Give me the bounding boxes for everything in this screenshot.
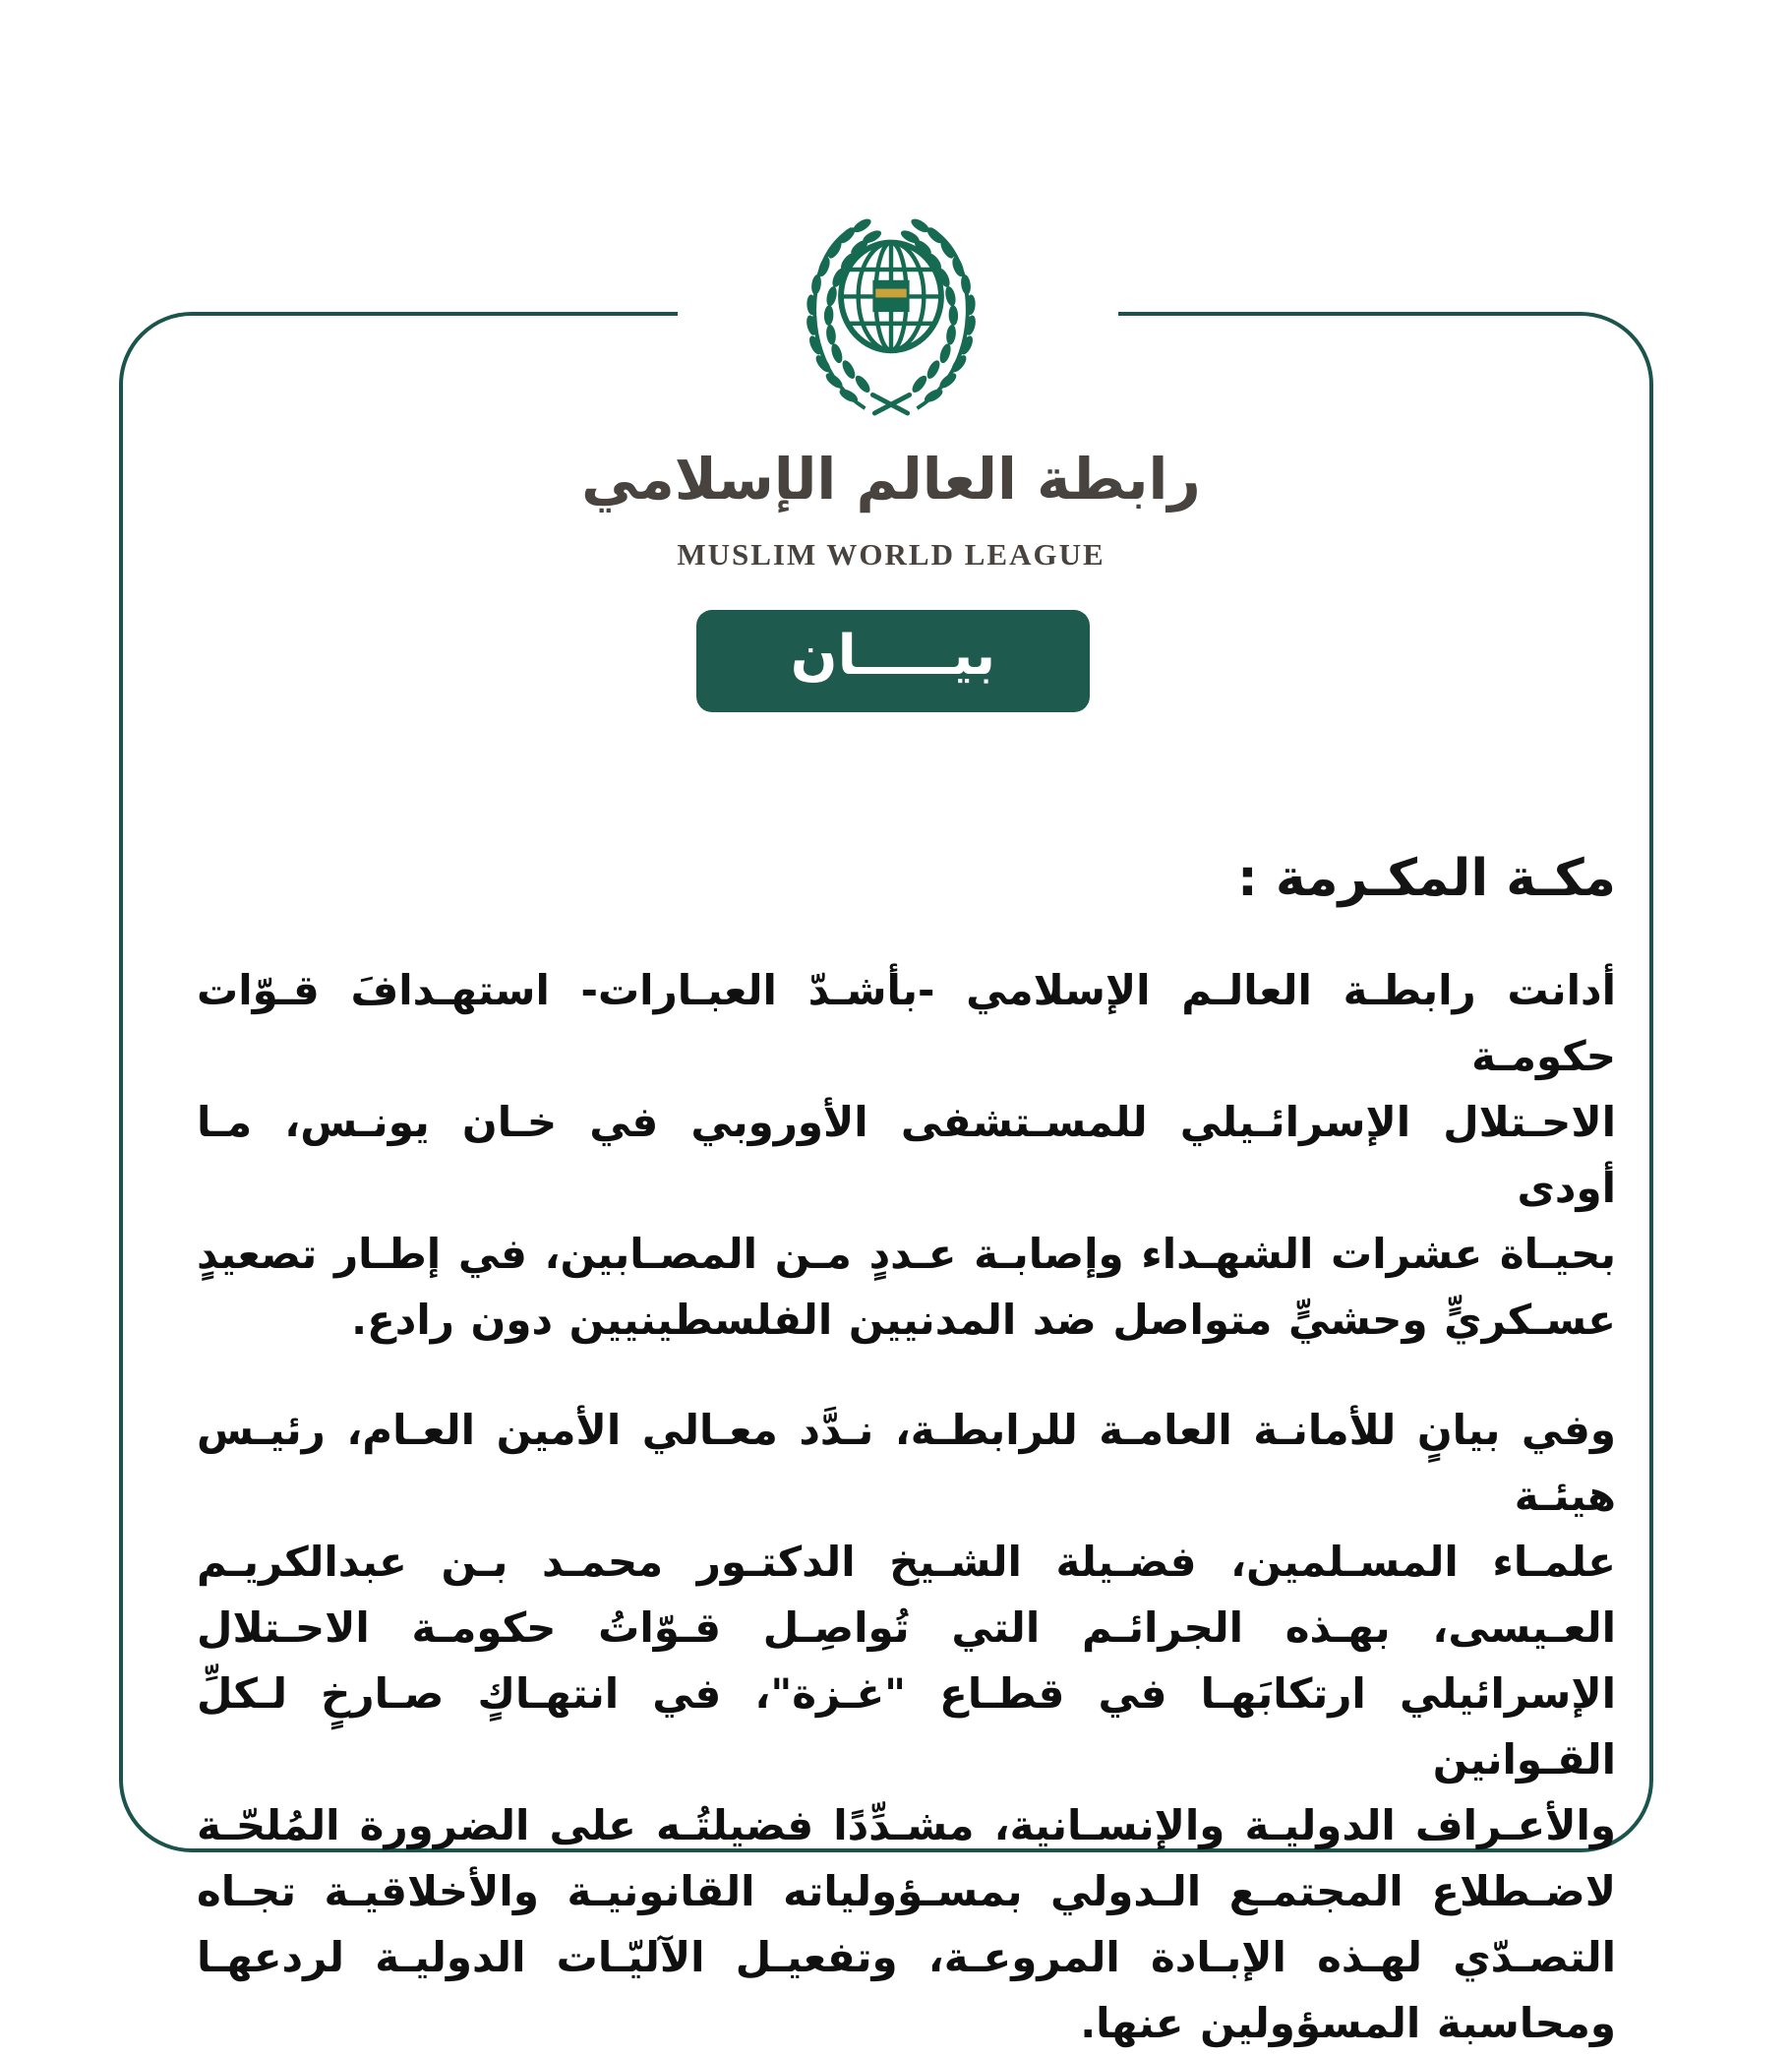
kaaba-gold-band (875, 289, 906, 298)
text-line: الاحـتلال الإسرائـيلي للمسـتشفى الأوروبي في خـان يونـس، مـا أودى (197, 1098, 1616, 1212)
statement-body (197, 839, 1616, 2056)
banner-title: بيـــــان (790, 624, 996, 688)
text-line: ومحاسبة المسؤولين عنها. (1080, 1999, 1616, 2047)
statement-banner (696, 610, 1090, 712)
text-line: العـيسى، بهـذه الجرائـم التي تُواصِـل قـوّاتُ حكومـة الاحـتلال (197, 1603, 1616, 1652)
text-line: التصـدّي لهـذه الإبـادة المروعـة، وتفعيـل الآليّـات الدوليـة لردعهـا (197, 1933, 1616, 1981)
paragraph-1 (197, 957, 1616, 1353)
city-heading: مكـة المكـرمة : (1236, 849, 1616, 908)
text-line: والأعـراف الدوليـة والإنسـانية، مشـدِّدًا فضيلتُـه على الضرورة المُلحّـة (197, 1801, 1616, 1849)
text-line: وفي بيانٍ للأمانـة العامـة للرابطـة، نـدَّد معـالي الأمين العـام، رئيـس هيئـة (197, 1406, 1616, 1520)
text-line: علمـاء المسـلمين، فضـيلة الشـيخ الدكتـور محمـد بـن عبدالكريـم (197, 1538, 1616, 1586)
text-line: الإسرائيلي ارتكابَهـا في قطـاع "غـزة"، في انتهـاكٍ صـارخٍ لـكلِّ القـوانين (197, 1669, 1616, 1784)
text-line: لاضـطلاع المجتمـع الـدولي بمسـؤولياته القانونيـة والأخلاقيـة تجـاه (197, 1867, 1616, 1915)
logo-arabic-wordmark: رابطة العالم الإسلامي (581, 446, 1201, 513)
mwl-emblem-icon (790, 221, 992, 414)
mwl-logo (503, 221, 1280, 574)
paragraph-2 (197, 1397, 1616, 2056)
logo-english-wordmark: MUSLIM WORLD LEAGUE (677, 537, 1105, 572)
text-line: عسـكريٍّ وحشيٍّ متواصل ضد المدنيين الفلسطينيين دون رادع. (351, 1296, 1616, 1344)
text-line: أدانت رابطـة العالـم الإسلامي -بأشـدّ العبـارات- استهـدافَ قـوّات حكومـة (197, 966, 1616, 1080)
text-line: بحيـاة عشرات الشهـداء وإصابـة عـددٍ مـن المصـابين، في إطـار تصعيدٍ (197, 1230, 1616, 1278)
